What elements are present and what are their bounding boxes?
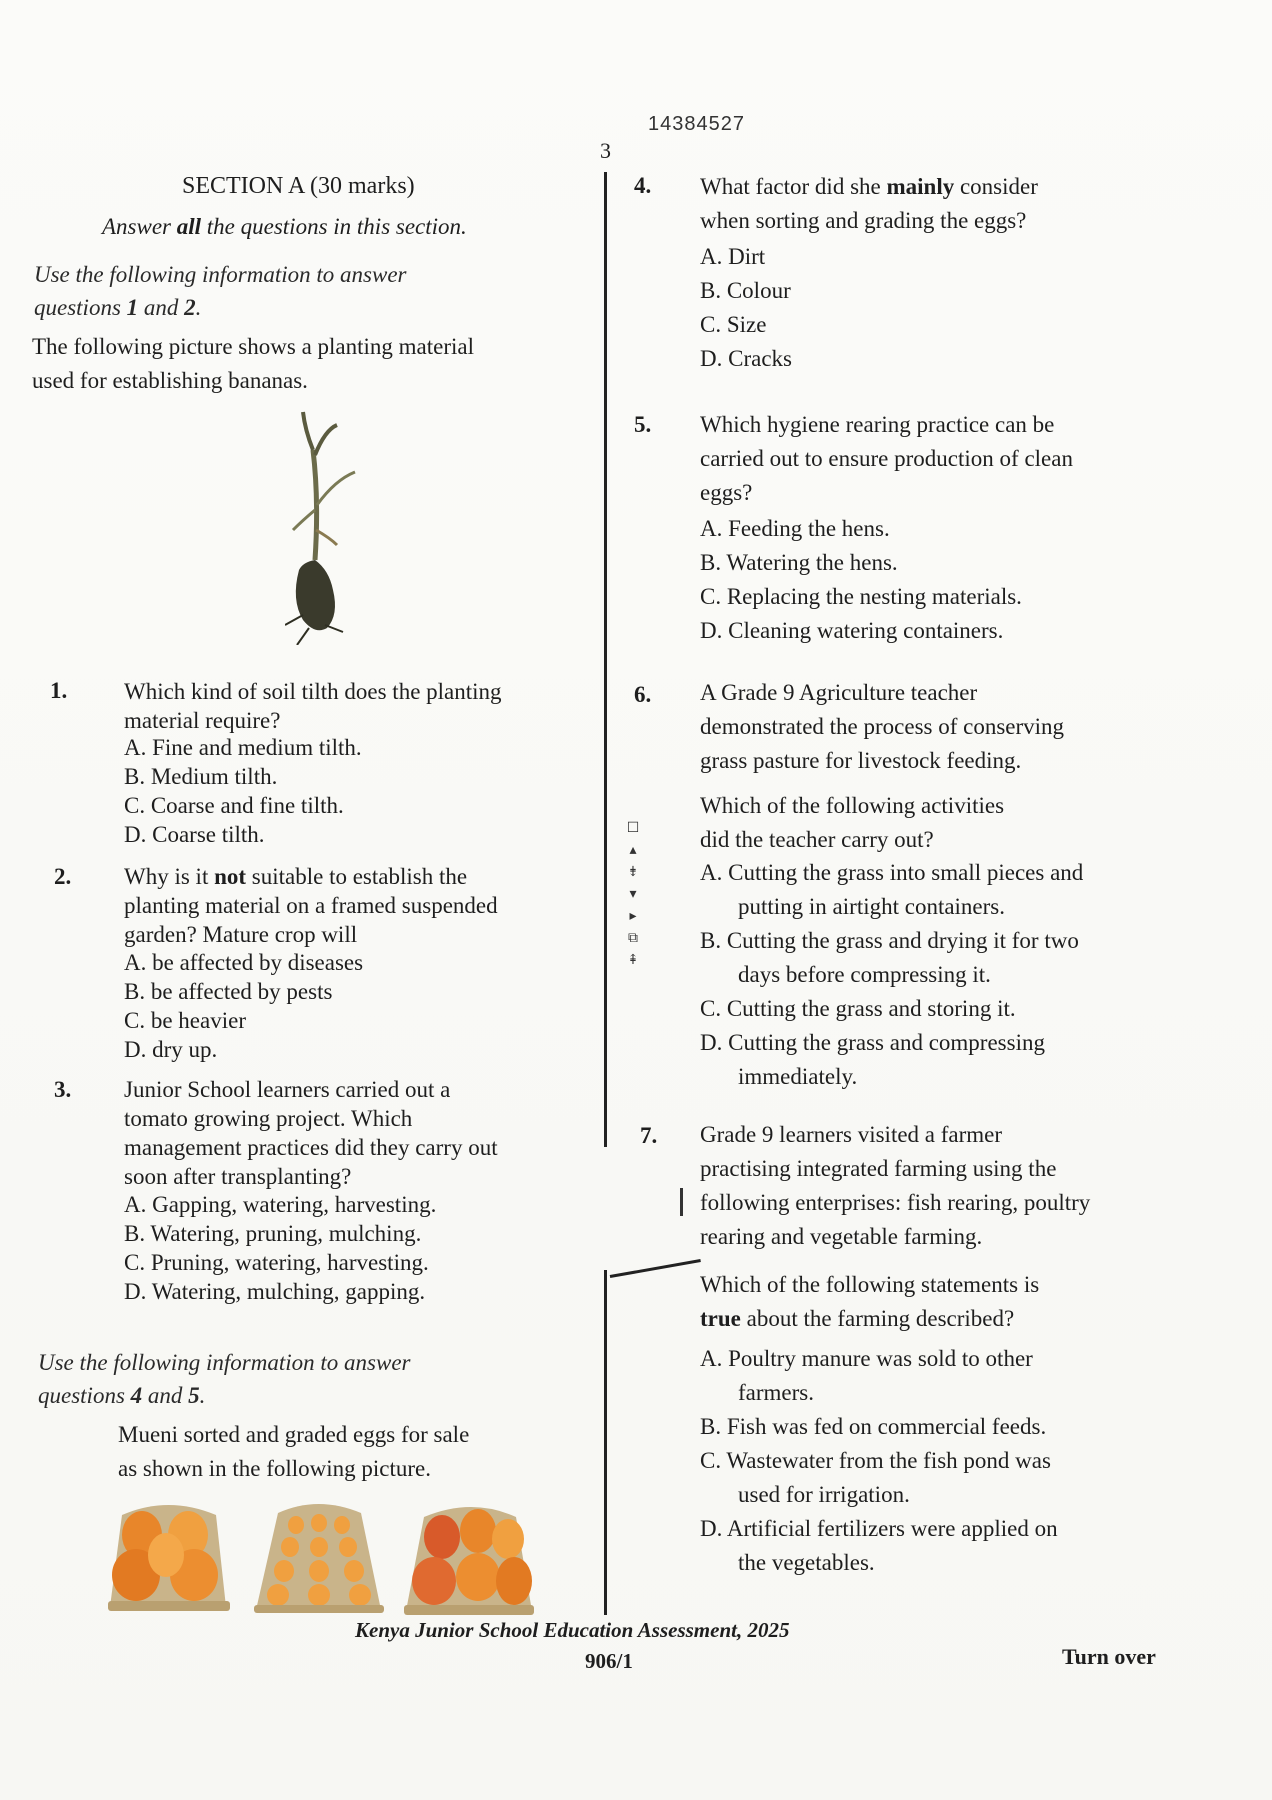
question-4-stem: What factor did she mainly consider when sorting and grading the eggs? [700, 174, 1038, 233]
exam-page: 14384527 3 SECTION A (30 marks) Answer all the questions in this section. Use the following information to answer questions 1 and 2. The following picture shows a planting material used for establishing bananas. 1. Which kind of soil tilth does the planting material require? A. Fine and medium tilth. B. Medium tilth. C. Coarse and fine tilth. D. Coarse tilth. 2. Why is it not suitable to establish the planting material on a framed suspended garden? Mature crop will A. be affected by diseases B. be affected by pests C. be heavier D. dry up. 3. Junior School learners carried out a tomato growing project. Which management practices did they carry out soon after transplanting? A. Gapping, watering, harvesting. B. Watering, pruning, mulching. C. Pruning, watering, harvesting. D. Watering, mulching, gapping. Use the following information to answer questions 4 and 5. Mueni sorted and graded eggs for sale as shown in the following picture. 4. What factor did she mainly consider when sorting and grading the eggs? A. Dirt B. Colour C. Size D. Cracks 5. Which hygiene rearing practice can be carried out to ensure production of clean eggs? A. Feeding the hens. B. Watering the hens. C. Replacing the nesting materials. D. Cleaning watering containers. 6. A Grade 9 Agriculture teacher demonstrated the process of conserving grass pasture for livestock feeding. Which of the following activities did the teacher carry out? A. Cutting the grass into small pieces and putting in airtight containers. B. Cutting the grass and drying it for two days before compressing it. C. Cutting the grass and storing it. D. Cutting the grass and compressing immediately. ☐ ▴ ⇟ ▾ ▸ ⧉ ⇞ 7. Grade 9 learners visited a farmer practising integrated farming using the following enterprises: fish rearing, poultry rearing and vegetable farming. Which of the following statements is true about the farming described? A. Poultry manure was sold to other farmers. B. Fish was fed on commercial feeds. C. Wastewater from the fish pond was used for irrigation. D. Artificial fertilizers were applied on the vegetables. Kenya Junior School Education Assessment, 2025 906/1 Turn over [0, 0, 1272, 1800]
option[interactable]: B. Watering, pruning, mulching. [124, 1221, 422, 1246]
copy-icon: ⧉ [628, 931, 638, 946]
option[interactable]: B. Fish was fed on commercial feeds. [700, 1414, 1047, 1439]
option[interactable]: A. be affected by diseases [124, 950, 364, 975]
column-divider-lower [604, 1270, 607, 1615]
option[interactable]: B. Medium tilth. [124, 764, 278, 789]
option[interactable]: A. Poultry manure was sold to other farmers. [700, 1346, 1033, 1405]
checkbox-icon: ☐ [626, 821, 640, 836]
question-6-stem: A Grade 9 Agriculture teacher demonstrated the process of conserving grass pasture for livestock feeding. [700, 680, 1065, 773]
question-6-stem-2: Which of the following activities did the teacher carry out? [700, 793, 1005, 852]
question-1-stem: Which kind of soil tilth does the planting material require? [124, 679, 502, 733]
question-6-options [700, 856, 1083, 1094]
turn-over: Turn over [1062, 1644, 1156, 1669]
question-2-stem: Why is it not suitable to establish the planting material on a framed suspended garden? Mature crop will [124, 864, 498, 947]
option[interactable]: A. Feeding the hens. [700, 516, 890, 541]
section-instruction: Answer all the questions in this section. [102, 214, 467, 239]
question-5-options [700, 512, 1022, 648]
option[interactable]: C. Cutting the grass and storing it. [700, 996, 1016, 1021]
option[interactable]: B. Colour [700, 278, 791, 303]
eggs-intro-text: Mueni sorted and graded eggs for sale as shown in the following picture. [118, 1422, 470, 1481]
question-1-options [124, 733, 362, 849]
egg-trays-image [106, 1495, 536, 1625]
page-number: 3 [600, 138, 611, 163]
option[interactable]: C. Pruning, watering, harvesting. [124, 1250, 429, 1275]
double-arrow-icon: ⇟ [627, 865, 639, 880]
option[interactable]: C. Size [700, 312, 767, 337]
option[interactable]: C. Coarse and fine tilth. [124, 793, 344, 818]
option[interactable]: B. Cutting the grass and drying it for two days before compressing it. [700, 928, 1079, 987]
option[interactable]: A. Gapping, watering, harvesting. [124, 1192, 437, 1217]
option[interactable]: D. Cleaning watering containers. [700, 618, 1004, 643]
arrow-right-icon: ▸ [629, 909, 637, 924]
option[interactable]: A. Dirt [700, 244, 766, 269]
option[interactable]: A. Cutting the grass into small pieces and putting in airtight containers. [700, 860, 1084, 919]
question-7-options [700, 1342, 1058, 1580]
option[interactable]: D. dry up. [124, 1037, 218, 1062]
double-up-icon: ⇞ [627, 953, 639, 968]
option[interactable]: B. Watering the hens. [700, 550, 898, 575]
question-5-stem: Which hygiene rearing practice can be carried out to ensure production of clean eggs? [700, 412, 1073, 505]
info-q1-q2: Use the following information to answer questions 1 and 2. [34, 262, 407, 320]
option[interactable]: D. Artificial fertilizers were applied on the vegetables. [700, 1516, 1058, 1575]
column-divider [604, 172, 607, 1147]
footer-title: Kenya Junior School Education Assessment, 2025 [355, 1618, 790, 1642]
option[interactable]: D. Cutting the grass and compressing immediately. [700, 1030, 1045, 1089]
question-7-stem: Grade 9 learners visited a farmer practising integrated farming using the following enterprises: fish rearing, poultry rearing and vegetable farming. [700, 1122, 1091, 1249]
pen-tick [680, 1188, 683, 1216]
serial-number: 14384527 [648, 113, 745, 135]
paper-code: 906/1 [585, 1649, 633, 1673]
option[interactable]: D. Cracks [700, 346, 792, 371]
banana-sucker-image [285, 410, 365, 645]
option[interactable]: C. be heavier [124, 1008, 246, 1033]
margin-marks [626, 818, 640, 972]
pen-mark [610, 1259, 701, 1278]
option[interactable]: D. Watering, mulching, gapping. [124, 1279, 426, 1304]
option[interactable]: A. Fine and medium tilth. [124, 735, 362, 760]
question-3-options [124, 1190, 436, 1306]
question-3-stem: Junior School learners carried out a tomato growing project. Which management practices did they carry out soon after transplanting? [124, 1077, 498, 1189]
question-7-stem-2: Which of the following statements is true about the farming described? [700, 1272, 1040, 1331]
arrow-up-icon: ▴ [629, 843, 637, 858]
option[interactable]: D. Coarse tilth. [124, 822, 265, 847]
intro-text: The following picture shows a planting material used for establishing bananas. [32, 334, 474, 393]
option[interactable]: C. Wastewater from the fish pond was used for irrigation. [700, 1448, 1051, 1507]
option[interactable]: B. be affected by pests [124, 979, 333, 1004]
option[interactable]: C. Replacing the nesting materials. [700, 584, 1022, 609]
question-2-options [124, 948, 363, 1064]
question-4-options [700, 240, 792, 376]
info-q4-q5: Use the following information to answer questions 4 and 5. [38, 1350, 411, 1408]
arrow-down-icon: ▾ [629, 887, 637, 902]
section-title: SECTION A (30 marks) [182, 173, 415, 199]
